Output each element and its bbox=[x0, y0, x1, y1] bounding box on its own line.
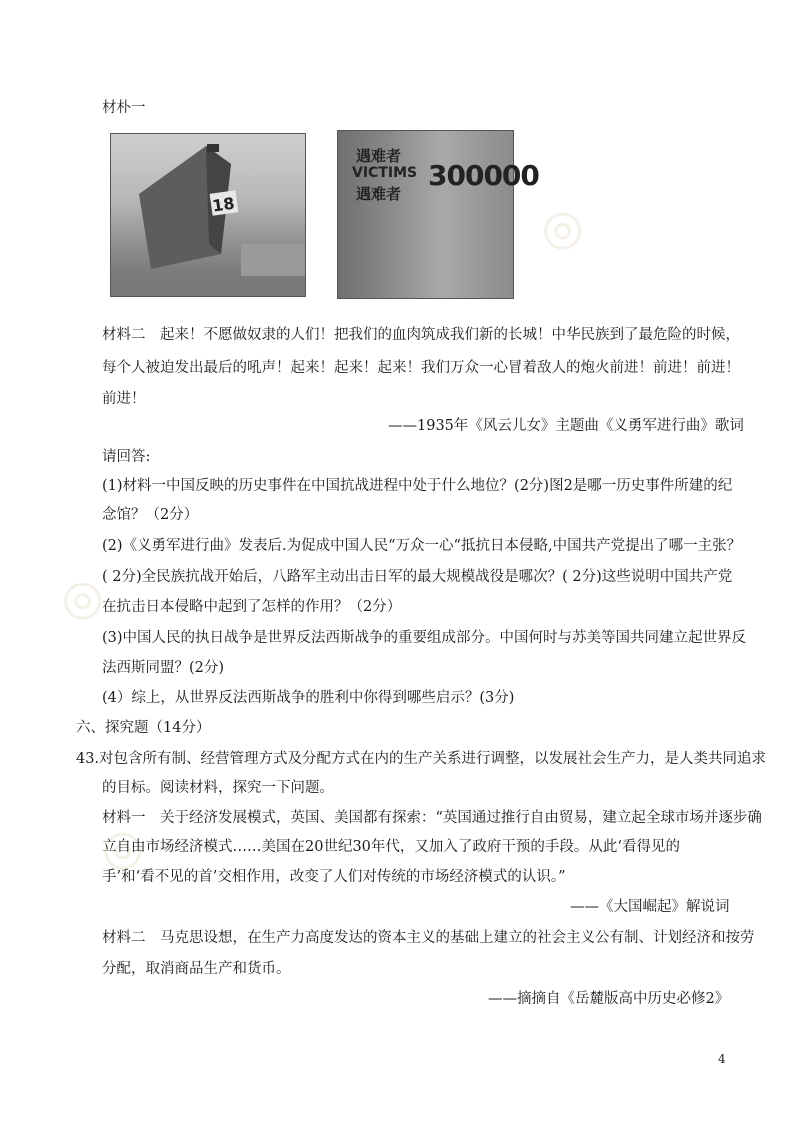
wall-text-line2: VICTIMS bbox=[352, 165, 418, 181]
question-3-line1: (3)中国人民的执日战争是世界反法西斯战争的重要组成部分。中国何时与苏美等国共同建立起世界反 bbox=[102, 630, 747, 646]
q43-material2-source: ——摘摘自《岳麓版高中历史必修2》 bbox=[488, 991, 730, 1007]
wall-victim-number: 300000 bbox=[428, 159, 539, 192]
question-1-line1: (1)材料一中国反映的历史事件在中国抗战进程中处于什么地位？(2分)图2是哪一历史事件所建的纪 bbox=[102, 478, 733, 494]
question-43-line1: 43.对包含所有制、经营管理方式及分配方式在内的生产关系进行调整，以发展社会生产力，是人类共同追求 bbox=[76, 751, 767, 767]
q43-material1-line1: 材料一 关于经济发展模式，英国、美国都有探索：“英国通过推行自由贸易，建立起全球市场并逐步确 bbox=[102, 810, 762, 826]
material2-source: ——1935年《风云儿女》主题曲《义勇军进行曲》歌词 bbox=[388, 418, 744, 434]
section-6-heading: 六、探究题（14分） bbox=[76, 720, 211, 736]
memorial-wall-photo bbox=[337, 130, 539, 299]
q43-material2-line1: 材料二 马克思设想，在生产力高度发达的资本主义的基础上建立的社会主义公有制、计划经济和按劳 bbox=[102, 930, 755, 946]
answer-prompt: 请回答: bbox=[102, 449, 151, 465]
material2-line1: 材料二 起来！不愿做奴隶的人们！把我们的血肉筑成我们新的长城！中华民族到了最危险的时候， bbox=[102, 327, 740, 343]
wall-text-line1: 遇难者 bbox=[356, 147, 402, 165]
q43-material1-line3: 手’和‘看不见的首’交相作用，改变了人们对传统的市场经济模式的认识。” bbox=[102, 869, 566, 885]
question-4: (4）综上，从世界反法西斯战争的胜利中你得到哪些启示？(3分) bbox=[102, 690, 515, 706]
watermark-logo: ◎ bbox=[49, 563, 113, 633]
page-number: 4 bbox=[718, 1052, 726, 1066]
watermark-logo: ◎ bbox=[529, 193, 593, 263]
monument-photo bbox=[110, 133, 306, 297]
q43-material1-source: ——《大国崛起》解说词 bbox=[570, 899, 730, 915]
question-2-line3: 在抗击日本侵略中起到了怎样的作用？（2分） bbox=[102, 599, 402, 615]
material2-line3: 前进！ bbox=[102, 391, 146, 407]
question-2-line2: ( 2分)全民族抗战开始后，八路军主动出击日军的最大规模战役是哪次？( 2分)这些说明中国共产党 bbox=[102, 569, 733, 585]
question-2-line1: (2)《义勇军进行曲》发表后.为促成中国人民“万众一心“抵抗日本侵略,中国共产党提出了哪一主张？ bbox=[102, 538, 742, 554]
material1-label: 材朴一 bbox=[102, 100, 146, 116]
svg-text:18: 18 bbox=[211, 193, 236, 216]
wall-text-line3: 遇难者 bbox=[356, 185, 402, 203]
question-3-line2: 法西斯同盟？(2分) bbox=[102, 660, 225, 676]
watermark-logo: ◎ bbox=[89, 813, 153, 883]
question-1-line2: 念馆？（2分） bbox=[102, 507, 199, 523]
q43-material1-line2: 立自由市场经济模式……美国在20世纪30年代，又加入了政府干预的手段。从此‘看得见的 bbox=[102, 839, 681, 855]
q43-material2-line2: 分配，取消商品生产和货币。 bbox=[102, 961, 291, 977]
question-43-line2: 的目标。阅读材料，探究一下问题。 bbox=[102, 780, 334, 796]
material2-line2: 每个人被迫发出最后的吼声！起来！起来！起来！我们万众一心冒着敌人的炮火前进！前进！前进！ bbox=[102, 360, 740, 376]
monument-photo-drawing bbox=[111, 134, 305, 296]
